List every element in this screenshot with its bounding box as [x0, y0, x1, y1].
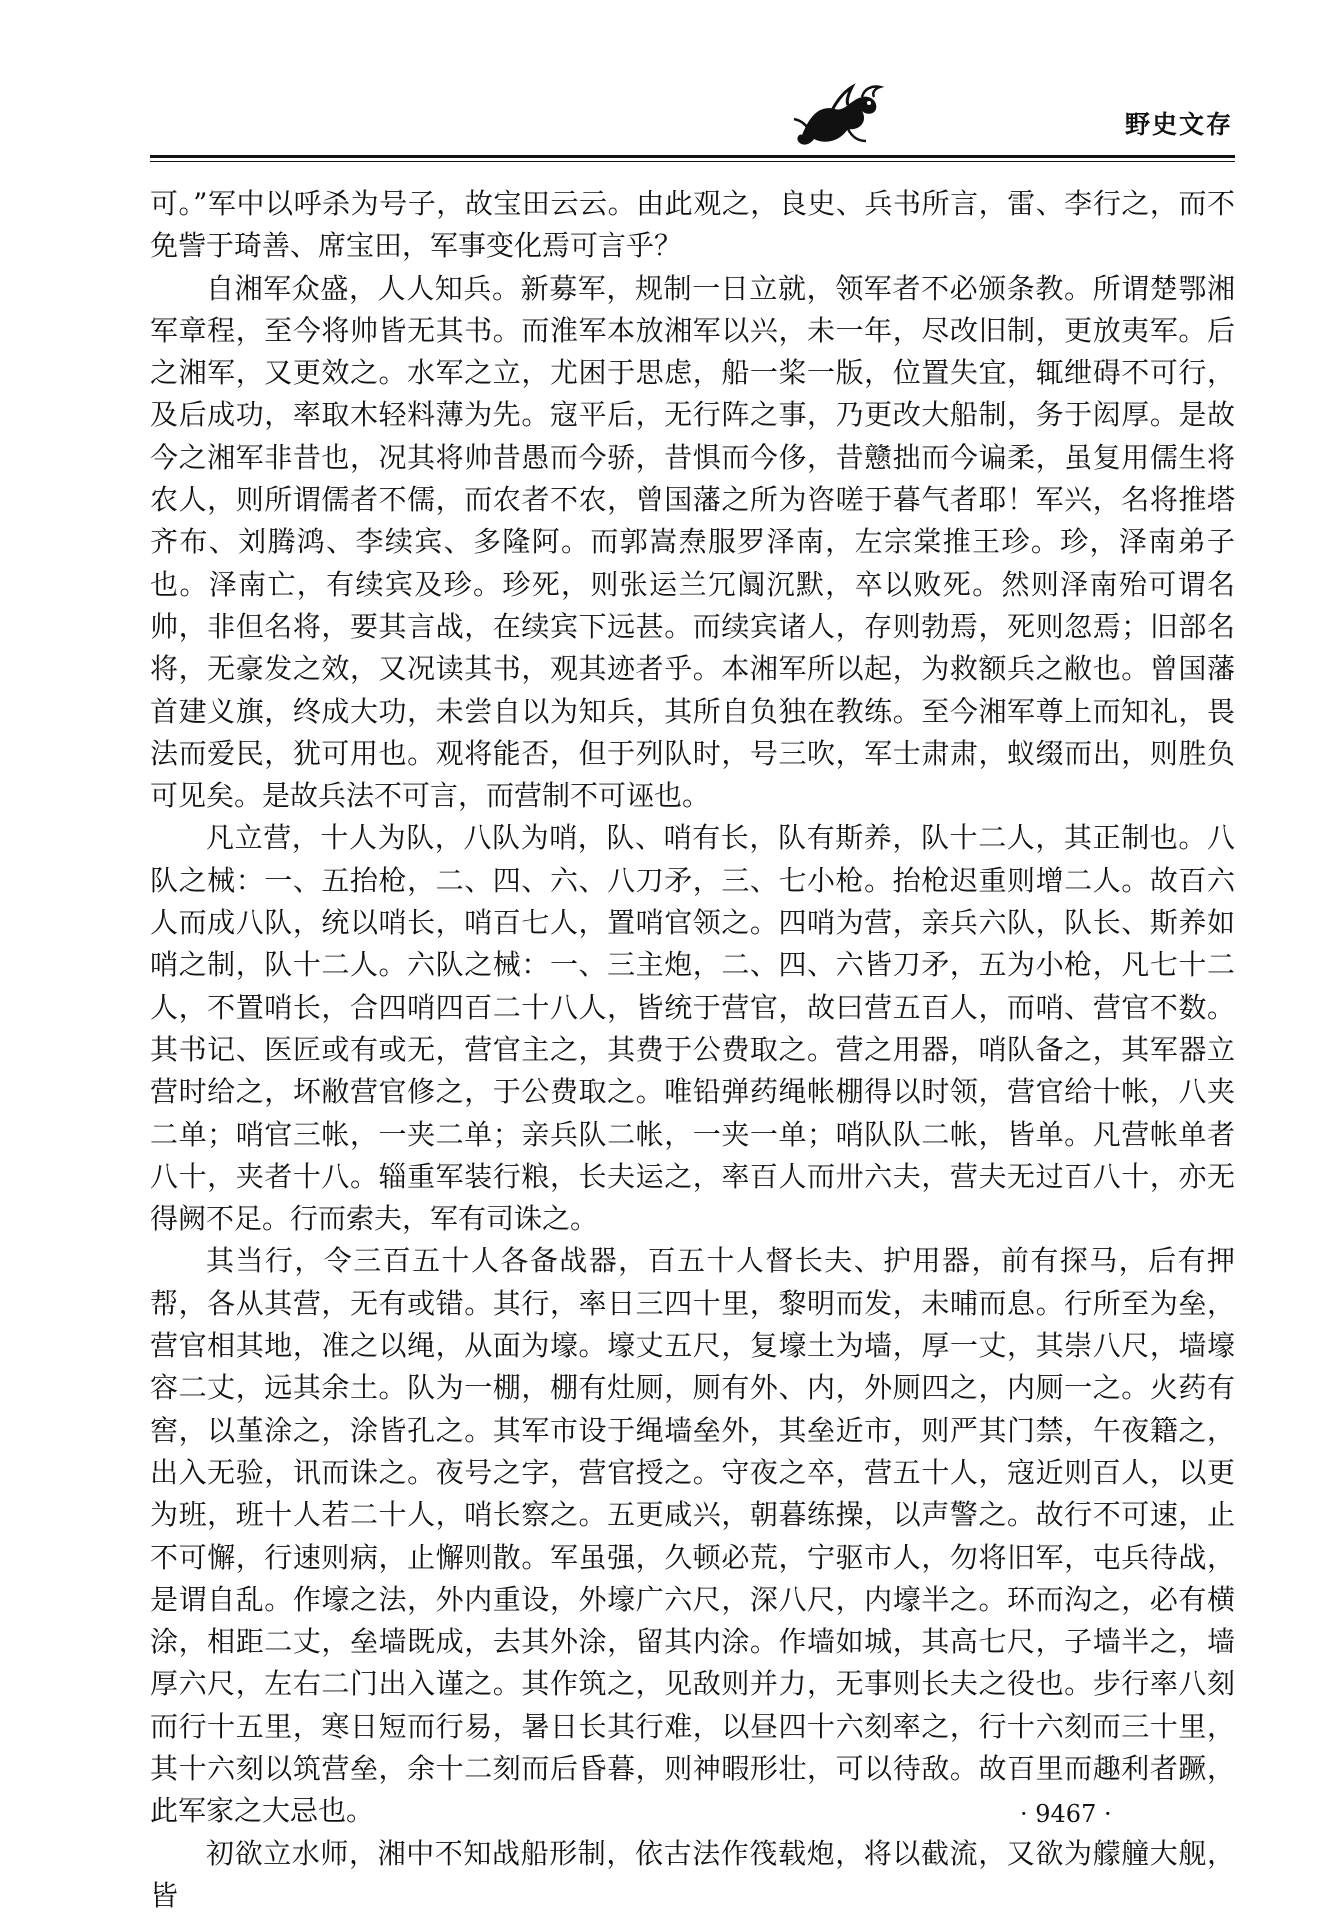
- paragraph: 初欲立水师，湘中不知战船形制，依古法作筏载炮，将以截流，又欲为艨艟大舰，皆: [150, 1836, 1235, 1912]
- body-text: [150, 183, 1235, 1917]
- paragraph: 自湘军众盛，人人知兵。新募军，规制一日立就，领军者不必颁条教。所谓楚鄂湘军章程，至今将帅皆无其书。而淮军本放湘军以兴，未一年，尽改旧制，更放夷军。后之湘军，又更效之。水军之立，尤困于思虑，船一桨一版，位置失宜，辄绁碍不可行，及后成功，率取木轻料薄为先。寇平后，无行阵之事，乃更改大船制，务于闳厚。是故今之湘军非昔也，况其将帅昔愚而今骄，昔惧而今侈，昔戆拙而今谝柔，虽复用儒生将农人，则所谓儒者不儒，而农者不农，曾国藩之所为咨嗟于暮气者耶！军兴，名将推塔齐布、刘腾鸿、李续宾、多隆阿。而郭嵩焘服罗泽南，左宗棠推王珍。珍，泽南弟子也。泽南亡，有续宾及珍。珍死，则张运兰冗阘沉默，卒以败死。然则泽南殆可谓名帅，非但名将，要其言战，在续宾下远甚。而续宾诸人，存则勃焉，死则忽焉；旧部名将，无豪发之效，又况读其书，观其迹者乎。本湘军所以起，为救额兵之敝也。曾国藩首建义旗，终成大功，未尝自以为知兵，其所自负独在教练。至今湘军尊上而知礼，畏法而爱民，犹可用也。观将能否，但于列队时，号三吹，军士肃肃，蚁缀而出，则胜负可见矣。是故兵法不可言，而营制不可诬也。: [150, 271, 1235, 813]
- series-title: 野史文存: [1124, 110, 1233, 139]
- dragon-emblem-icon: [790, 75, 890, 153]
- paragraph: 其当行，令三百五十人各备战器，百五十人督长夫、护用器，前有探马，后有押帮，各从其营，无有或错。其行，率日三四十里，黎明而发，未晡而息。行所至为垒，营官相其地，准之以绳，从面为壕。壕丈五尺，复壕土为墙，厚一丈，其崇八尺，墙壕容二丈，远其余土。队为一棚，棚有灶厕，厕有外、内，外厕四之，内厕一之。火药有窖，以堇涂之，涂皆孔之。其军市设于绳墙垒外，其垒近市，则严其门禁，午夜籍之，出入无验，讯而诛之。夜号之字，营官授之。守夜之卒，营五十人，寇近则百人，以更为班，班十人若二十人，哨长察之。五更咸兴，朝暮练操，以声警之。故行不可速，止不可懈，行速则病，止懈则散。军虽强，久顿必荒，宁驱市人，勿将旧军，屯兵待战，是谓自乱。作壕之法，外内重设，外壕广六尺，深八尺，内壕半之。环而沟之，必有横涂，相距二丈，垒墙既成，去其外涂，留其内涂。作墙如城，其高七尺，子墙半之，墙厚六尺，左右二门出入谨之。其作筑之，见敌则并力，无事则长夫之役也。步行率八刻而行十五里，寒日短而行易，暑日长其行难，以昼四十六刻率之，行十六刻而三十里，其十六刻以筑营垒，余十二刻而后昏暮，则神暇形壮，可以待敌。故百里而趣利者蹶，此军家之大忌也。: [150, 1244, 1235, 1828]
- header-rule-thin: [150, 161, 1235, 162]
- paragraph-continuation: 可。”军中以呼杀为号子，故宝田云云。由此观之，良史、兵书所言，雷、李行之，而不免訾于琦善、席宝田，军事变化焉可言乎？: [150, 187, 1235, 263]
- page-number: · 9467 ·: [1020, 1800, 1112, 1828]
- paragraph: 凡立营，十人为队，八队为哨，队、哨有长，队有斯养，队十二人，其正制也。八队之械：一、五抬枪，二、四、六、八刀矛，三、七小枪。抬枪迟重则增二人。故百六人而成八队，统以哨长，哨百七人，置哨官领之。四哨为营，亲兵六队，队长、斯养如哨之制，队十二人。六队之械：一、三主炮，二、四、六皆刀矛，五为小枪，凡七十二人，不置哨长，合四哨四百二十八人，皆统于营官，故曰营五百人，而哨、营官不数。其书记、医匠或有或无，营官主之，其费于公费取之。营之用器，哨队备之，其军器立营时给之，坏敝营官修之，于公费取之。唯铅弹药绳帐棚得以时领，营官给十帐，八夹二单；哨官三帐，一夹二单；亲兵队二帐，一夹一单；哨队队二帐，皆单。凡营帐单者八十，夹者十八。辎重军装行粮，长夫运之，率百人而卅六夫，营夫无过百八十，亦无得阙不足。行而索夫，军有司诛之。: [150, 821, 1235, 1236]
- running-header: [150, 75, 1235, 165]
- header-rule: [150, 155, 1235, 158]
